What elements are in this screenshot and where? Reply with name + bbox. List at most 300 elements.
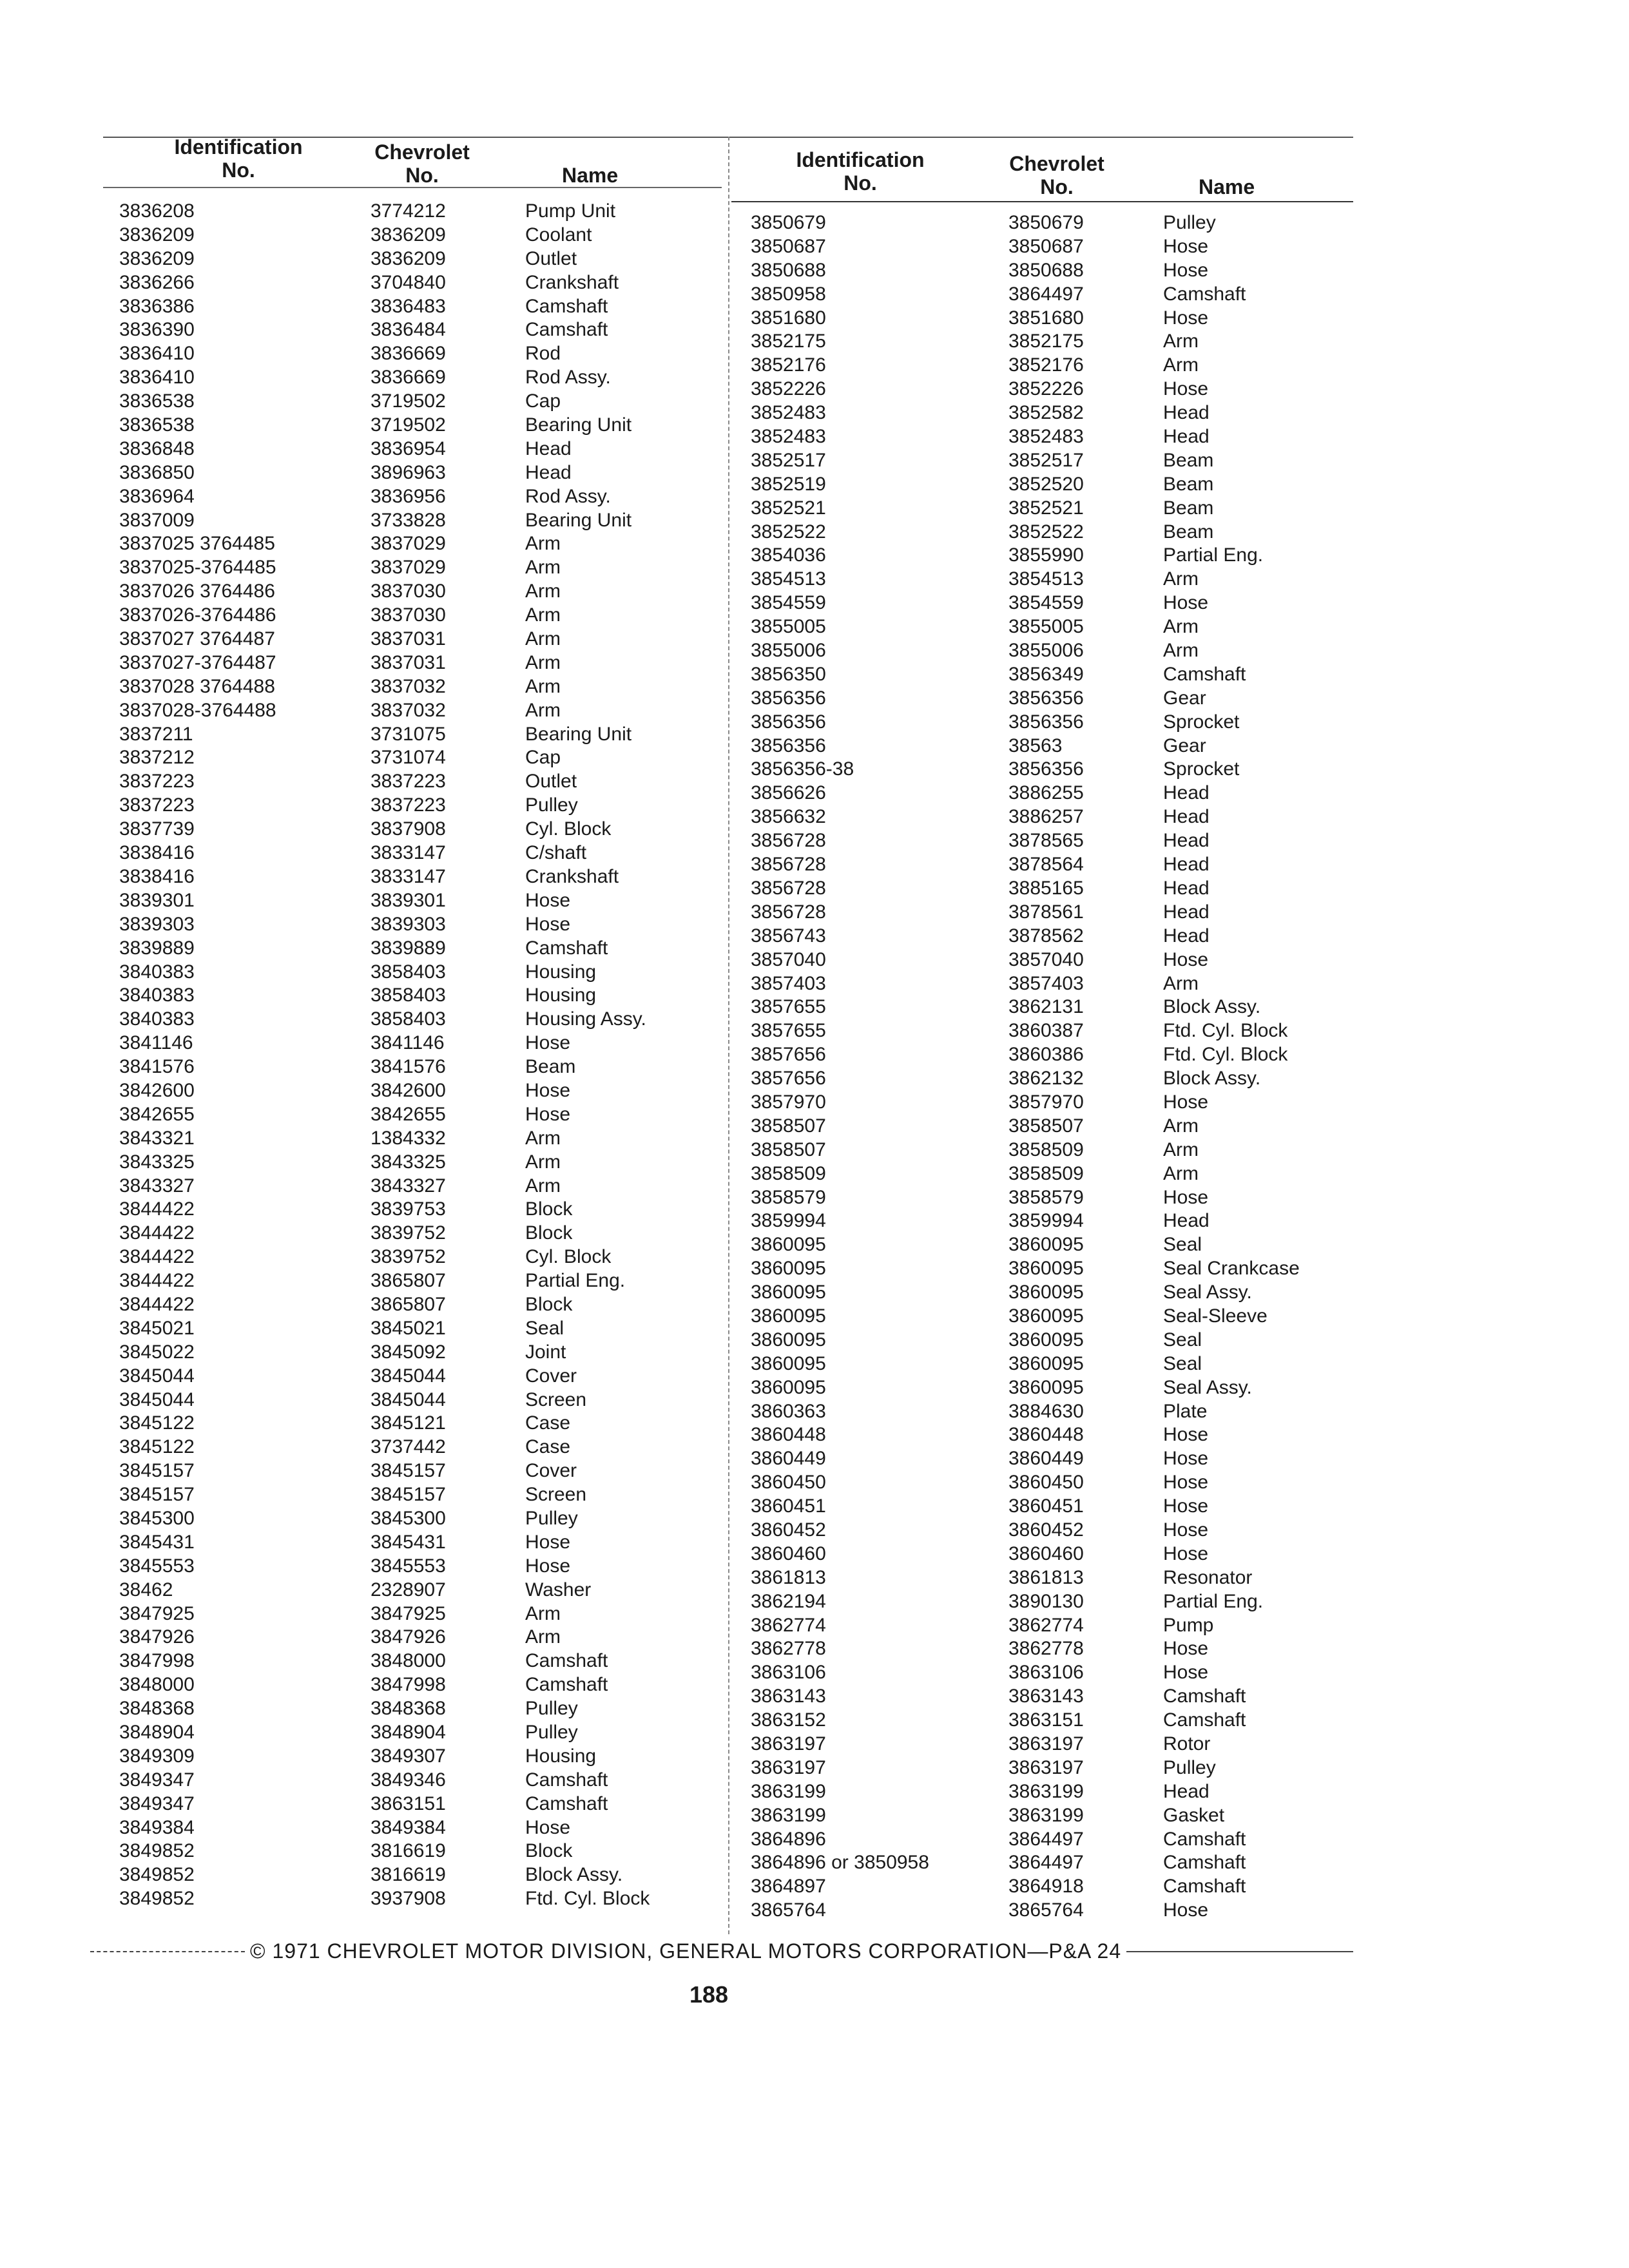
chevrolet-no: 3854559 (1008, 592, 1084, 614)
identification-no: 3837026-3764486 (119, 604, 276, 626)
chevrolet-no: 3863197 (1008, 1756, 1084, 1778)
table-row (119, 1602, 828, 1626)
table-row (751, 521, 1460, 544)
chevrolet-no: 3860452 (1008, 1519, 1084, 1541)
table-row (751, 901, 1460, 925)
table-row (751, 877, 1460, 901)
table-row (119, 1341, 828, 1365)
chevrolet-no: 3836669 (371, 367, 446, 389)
part-name: Arm (1163, 568, 1199, 590)
part-name: Coolant (525, 224, 592, 245)
part-name: Housing (525, 985, 597, 1006)
table-row (751, 782, 1460, 805)
identification-no: 3845044 (119, 1365, 195, 1387)
part-name: Bearing Unit (525, 509, 632, 531)
chevrolet-no: 3837032 (371, 675, 446, 697)
part-name: Camshaft (525, 319, 608, 341)
chevrolet-no: 3839301 (371, 889, 446, 911)
left-name-header: Name (562, 164, 619, 187)
part-name: Block Assy. (1163, 1068, 1261, 1090)
chevrolet-no: 3839752 (371, 1222, 446, 1244)
chevrolet-no: 3836209 (371, 224, 446, 245)
part-name: Ftd. Cyl. Block (1163, 1044, 1288, 1066)
part-name: Block (525, 1840, 573, 1862)
part-name: Arm (525, 581, 561, 602)
table-row (751, 259, 1460, 283)
identification-no: 3860095 (751, 1234, 826, 1256)
chevrolet-no: 3857040 (1008, 948, 1084, 970)
identification-no: 3850687 (751, 235, 826, 257)
part-name: Head (1163, 830, 1210, 852)
chevrolet-no: 3852517 (1008, 449, 1084, 471)
part-name: Arm (1163, 1139, 1199, 1160)
right-name-header: Name (1199, 175, 1255, 198)
chevrolet-no: 3855005 (1008, 616, 1084, 638)
part-name: Seal-Sleeve (1163, 1305, 1268, 1327)
chevrolet-no: 3836954 (371, 437, 446, 459)
right-chevrolet-header-line1: Chevrolet (1009, 152, 1104, 175)
part-name: Hose (1163, 235, 1209, 257)
identification-no: 3856356-38 (751, 758, 854, 780)
part-name: Housing (525, 961, 597, 983)
identification-no: 3864896 (751, 1828, 826, 1850)
part-name: Rotor (1163, 1733, 1211, 1754)
table-row (751, 1019, 1460, 1043)
table-row (751, 354, 1460, 378)
part-name: Seal Crankcase (1163, 1258, 1300, 1280)
identification-no: 38462 (119, 1579, 173, 1600)
table-row (119, 1721, 828, 1745)
identification-no: 3860095 (751, 1329, 826, 1350)
chevrolet-no: 3843325 (371, 1151, 446, 1173)
table-row (119, 1507, 828, 1531)
chevrolet-no: 3860387 (1008, 1020, 1084, 1042)
part-name: Head (1163, 402, 1210, 424)
table-row (119, 342, 828, 366)
identification-no: 3850679 (751, 212, 826, 233)
identification-no: 3860095 (751, 1282, 826, 1303)
part-name: Arm (525, 1127, 561, 1149)
identification-no: 3848904 (119, 1722, 195, 1743)
table-row (751, 1043, 1460, 1067)
part-name: Hose (525, 1103, 571, 1125)
table-row (119, 961, 828, 985)
table-row (119, 865, 828, 889)
identification-no: 3837211 (119, 723, 193, 745)
identification-no: 3840383 (119, 985, 195, 1006)
identification-no: 3841146 (119, 1032, 193, 1054)
identification-no: 3862774 (751, 1614, 826, 1636)
identification-no: 3842655 (119, 1103, 195, 1125)
table-row (751, 1329, 1460, 1352)
part-name: Hose (1163, 1424, 1209, 1446)
identification-no: 3860095 (751, 1305, 826, 1327)
chevrolet-no: 3850688 (1008, 259, 1084, 281)
part-name: Block (525, 1198, 573, 1220)
table-row (751, 1542, 1460, 1566)
identification-no: 3843321 (119, 1127, 195, 1149)
chevrolet-no: 3862131 (1008, 996, 1084, 1018)
table-row (119, 770, 828, 794)
chevrolet-no: 3860095 (1008, 1258, 1084, 1280)
identification-no: 3857403 (751, 972, 826, 994)
part-name: Arm (525, 628, 561, 650)
part-name: Pulley (1163, 1756, 1216, 1778)
table-row (119, 651, 828, 675)
part-name: Cap (525, 747, 561, 769)
identification-no: 3860095 (751, 1352, 826, 1374)
table-row (751, 1733, 1460, 1756)
part-name: Seal Assy. (1163, 1376, 1252, 1398)
table-row (119, 532, 828, 556)
identification-no: 3850958 (751, 283, 826, 305)
footer-text: © 1971 CHEVROLET MOTOR DIVISION, GENERAL MOTORS CORPORATION—P&A 24 (250, 1939, 1122, 1963)
right-id-header (767, 148, 954, 195)
part-name: Arm (525, 1626, 561, 1648)
chevrolet-no: 3865764 (1008, 1899, 1084, 1921)
chevrolet-no: 3839889 (371, 937, 446, 959)
left-chevrolet-header (351, 140, 493, 187)
chevrolet-no: 3858509 (1008, 1162, 1084, 1184)
table-row (751, 1661, 1460, 1685)
chevrolet-no: 3737442 (371, 1436, 446, 1458)
table-row (751, 544, 1460, 568)
identification-no: 3837027-3764487 (119, 651, 276, 673)
part-name: Beam (1163, 449, 1214, 471)
chevrolet-no: 3836484 (371, 319, 446, 341)
chevrolet-no: 3878561 (1008, 901, 1084, 923)
part-name: Head (1163, 901, 1210, 923)
chevrolet-no: 3837223 (371, 794, 446, 816)
table-row (751, 1305, 1460, 1329)
part-name: Block (525, 1222, 573, 1244)
part-name: Joint (525, 1341, 566, 1363)
table-row (751, 1257, 1460, 1281)
chevrolet-no: 3837032 (371, 699, 446, 721)
chevrolet-no: 3833147 (371, 842, 446, 864)
chevrolet-no: 3839752 (371, 1246, 446, 1268)
right-parts-table (751, 211, 1460, 1923)
table-row (119, 604, 828, 628)
chevrolet-no: 3862132 (1008, 1068, 1084, 1090)
part-name: Arm (525, 675, 561, 697)
table-row (751, 1162, 1460, 1186)
table-row (751, 1067, 1460, 1091)
part-name: Housing (525, 1745, 597, 1767)
part-name: Ftd. Cyl. Block (525, 1888, 650, 1910)
identification-no: 3852175 (751, 331, 826, 352)
part-name: Hose (1163, 948, 1209, 970)
part-name: Beam (1163, 473, 1214, 495)
chevrolet-no: 3719502 (371, 414, 446, 436)
part-name: Hose (525, 1531, 571, 1553)
table-row (751, 758, 1460, 782)
identification-no: 3845553 (119, 1555, 195, 1577)
identification-no: 3850688 (751, 259, 826, 281)
table-row (751, 1519, 1460, 1542)
identification-no: 3840383 (119, 961, 195, 983)
chevrolet-no: 3837223 (371, 771, 446, 793)
part-name: Resonator (1163, 1566, 1253, 1588)
identification-no: 3863106 (751, 1662, 826, 1684)
chevrolet-no: 3719502 (371, 390, 446, 412)
table-row (119, 628, 828, 651)
identification-no: 3837028 3764488 (119, 675, 275, 697)
left-parts-table (119, 200, 828, 1911)
table-row (119, 1055, 828, 1079)
identification-no: 3860451 (751, 1495, 826, 1517)
right-id-header-line2: No. (843, 171, 877, 195)
identification-no: 3864897 (751, 1876, 826, 1898)
part-name: Hose (1163, 1448, 1209, 1470)
part-name: Pulley (525, 1722, 578, 1743)
part-name: Outlet (525, 247, 577, 269)
chevrolet-no: 3731074 (371, 747, 446, 769)
table-row (751, 449, 1460, 473)
identification-no: 3844422 (119, 1270, 195, 1292)
chevrolet-no: 3937908 (371, 1888, 446, 1910)
part-name: Hose (1163, 259, 1209, 281)
identification-no: 3844422 (119, 1246, 195, 1268)
identification-no: 3836209 (119, 224, 195, 245)
part-name: Head (1163, 1780, 1210, 1802)
chevrolet-no: 3865807 (371, 1293, 446, 1315)
part-name: Cyl. Block (525, 1246, 612, 1268)
identification-no: 3856356 (751, 711, 826, 733)
table-row (751, 591, 1460, 615)
part-name: Pump (1163, 1614, 1214, 1636)
identification-no: 3856350 (751, 663, 826, 685)
identification-no: 3847926 (119, 1626, 195, 1648)
table-row (119, 1198, 828, 1222)
chevrolet-no: 3884630 (1008, 1400, 1084, 1422)
chevrolet-no: 3847998 (371, 1674, 446, 1696)
part-name: Hose (1163, 1519, 1209, 1541)
table-row (751, 235, 1460, 259)
chevrolet-no: 3864497 (1008, 283, 1084, 305)
table-row (119, 461, 828, 485)
part-name: Screen (525, 1389, 587, 1410)
table-row (751, 1495, 1460, 1519)
part-name: Rod Assy. (525, 367, 611, 389)
identification-no: 3841576 (119, 1056, 195, 1078)
part-name: Block (525, 1293, 573, 1315)
table-row (751, 473, 1460, 497)
identification-no: 3837223 (119, 794, 195, 816)
table-row (119, 1816, 828, 1840)
part-name: Seal Assy. (1163, 1282, 1252, 1303)
identification-no: 3857040 (751, 948, 826, 970)
identification-no: 3865764 (751, 1899, 826, 1921)
identification-no: 3855006 (751, 640, 826, 662)
chevrolet-no: 3845092 (371, 1341, 446, 1363)
chevrolet-no: 3855006 (1008, 640, 1084, 662)
chevrolet-no: 3849384 (371, 1816, 446, 1838)
identification-no: 3840383 (119, 1008, 195, 1030)
chevrolet-no: 3836669 (371, 343, 446, 365)
table-row (119, 1459, 828, 1483)
chevrolet-no: 3860095 (1008, 1305, 1084, 1327)
chevrolet-no: 3860386 (1008, 1044, 1084, 1066)
chevrolet-no: 3845157 (371, 1460, 446, 1482)
identification-no: 3843325 (119, 1151, 195, 1173)
chevrolet-no: 3837029 (371, 533, 446, 555)
table-row (119, 1127, 828, 1151)
part-name: Arm (525, 1151, 561, 1173)
part-name: Hose (1163, 307, 1209, 329)
identification-no: 3852517 (751, 449, 826, 471)
part-name: Pulley (525, 794, 578, 816)
footer-rule-right (1126, 1951, 1353, 1952)
right-id-header-line1: Identification (796, 148, 925, 171)
table-row (119, 1103, 828, 1127)
chevrolet-no: 3860450 (1008, 1472, 1084, 1494)
identification-no: 3845300 (119, 1507, 195, 1529)
table-row (119, 1175, 828, 1198)
table-row (119, 1365, 828, 1389)
table-row (751, 1590, 1460, 1614)
table-row (119, 556, 828, 580)
table-row (119, 366, 828, 390)
identification-no: 3863197 (751, 1733, 826, 1754)
chevrolet-no: 3847926 (371, 1626, 446, 1648)
identification-no: 3839303 (119, 913, 195, 935)
part-name: Sprocket (1163, 711, 1240, 733)
chevrolet-no: 3836956 (371, 485, 446, 507)
table-row (119, 200, 828, 224)
table-row (119, 271, 828, 295)
table-row (751, 711, 1460, 735)
part-name: Camshaft (525, 295, 608, 317)
table-row (751, 1233, 1460, 1257)
part-name: Beam (1163, 521, 1214, 543)
chevrolet-no: 3837031 (371, 651, 446, 673)
identification-no: 3837212 (119, 747, 195, 769)
chevrolet-no: 38563 (1008, 735, 1063, 756)
table-row (119, 1745, 828, 1769)
table-row (119, 794, 828, 818)
identification-no: 3852519 (751, 473, 826, 495)
identification-no: 3860449 (751, 1448, 826, 1470)
chevrolet-no: 3845044 (371, 1389, 446, 1410)
chevrolet-no: 3863143 (1008, 1686, 1084, 1707)
identification-no: 3860095 (751, 1376, 826, 1398)
part-name: Rod Assy. (525, 485, 611, 507)
identification-no: 3839301 (119, 889, 195, 911)
part-name: Gear (1163, 735, 1206, 756)
left-chevrolet-header-line2: No. (405, 164, 439, 187)
identification-no: 3845022 (119, 1341, 195, 1363)
part-name: Hose (1163, 1091, 1209, 1113)
identification-no: 3857655 (751, 1020, 826, 1042)
chevrolet-no: 3857403 (1008, 972, 1084, 994)
table-row (751, 568, 1460, 591)
table-row (751, 1376, 1460, 1400)
part-name: Gasket (1163, 1804, 1225, 1826)
table-row (751, 1186, 1460, 1210)
part-name: Head (1163, 806, 1210, 828)
identification-no: 3860448 (751, 1424, 826, 1446)
identification-no: 3863199 (751, 1780, 826, 1802)
chevrolet-no: 3865807 (371, 1270, 446, 1292)
identification-no: 3854559 (751, 592, 826, 614)
part-name: Camshaft (1163, 1876, 1246, 1898)
identification-no: 3836266 (119, 271, 195, 293)
part-name: Pulley (1163, 212, 1216, 233)
part-name: Seal (1163, 1329, 1202, 1350)
part-name: Housing Assy. (525, 1008, 646, 1030)
chevrolet-no: 3857970 (1008, 1091, 1084, 1113)
identification-no: 3836386 (119, 295, 195, 317)
table-row (751, 1209, 1460, 1233)
chevrolet-no: 3863151 (371, 1792, 446, 1814)
part-name: Bearing Unit (525, 723, 632, 745)
identification-no: 3837027 3764487 (119, 628, 275, 650)
part-name: Camshaft (1163, 1709, 1246, 1731)
chevrolet-no: 3864497 (1008, 1852, 1084, 1874)
part-name: Partial Eng. (1163, 1590, 1264, 1612)
identification-no: 3849384 (119, 1816, 195, 1838)
part-name: Arm (1163, 354, 1199, 376)
table-row (751, 948, 1460, 972)
table-row (119, 580, 828, 604)
part-name: Beam (1163, 497, 1214, 519)
chevrolet-no: 3860095 (1008, 1329, 1084, 1350)
identification-no: 3852483 (751, 402, 826, 424)
identification-no: 3836538 (119, 390, 195, 412)
part-name: Gear (1163, 687, 1206, 709)
chevrolet-no: 3860095 (1008, 1376, 1084, 1398)
right-chevrolet-header (986, 152, 1128, 198)
identification-no: 3856728 (751, 830, 826, 852)
part-name: Beam (525, 1056, 576, 1078)
identification-no: 3838416 (119, 865, 195, 887)
table-row (119, 1245, 828, 1269)
part-name: Hose (1163, 1495, 1209, 1517)
table-row (751, 1091, 1460, 1115)
chevrolet-no: 3845300 (371, 1507, 446, 1529)
chevrolet-no: 3837031 (371, 628, 446, 650)
chevrolet-no: 3852176 (1008, 354, 1084, 376)
table-row (119, 295, 828, 319)
identification-no: 3836538 (119, 414, 195, 436)
identification-no: 3863143 (751, 1686, 826, 1707)
copyright-footer (90, 1939, 1353, 1963)
identification-no: 3856728 (751, 854, 826, 876)
part-name: Hose (1163, 378, 1209, 400)
identification-no: 3839889 (119, 937, 195, 959)
chevrolet-no: 3850687 (1008, 235, 1084, 257)
part-name: Sprocket (1163, 758, 1240, 780)
identification-no: 3836848 (119, 437, 195, 459)
chevrolet-no: 3845121 (371, 1412, 446, 1434)
chevrolet-no: 3854513 (1008, 568, 1084, 590)
part-name: Hose (1163, 1472, 1209, 1494)
table-row (751, 307, 1460, 331)
chevrolet-no: 3704840 (371, 271, 446, 293)
identification-no: 3838416 (119, 842, 195, 864)
chevrolet-no: 3842600 (371, 1079, 446, 1101)
chevrolet-no: 3816619 (371, 1840, 446, 1862)
identification-no: 3851680 (751, 307, 826, 329)
table-row (751, 1614, 1460, 1638)
identification-no: 3844422 (119, 1293, 195, 1315)
chevrolet-no: 3852175 (1008, 331, 1084, 352)
part-name: Screen (525, 1484, 587, 1506)
chevrolet-no: 3858507 (1008, 1115, 1084, 1137)
identification-no: 3859994 (751, 1210, 826, 1232)
part-name: Partial Eng. (1163, 544, 1264, 566)
